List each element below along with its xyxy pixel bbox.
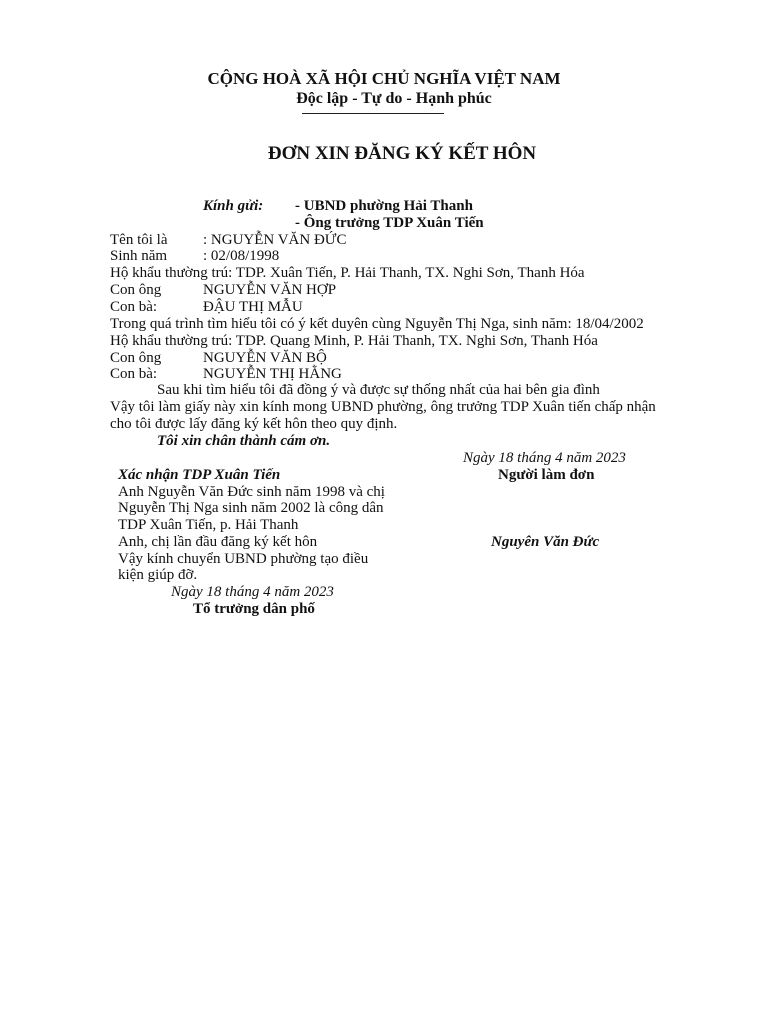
partner-mother-label: Con bà: xyxy=(110,366,158,382)
thanks-line: Tôi xin chân thành cám ơn. xyxy=(157,433,331,449)
applicant-birth-label: Sinh năm xyxy=(110,248,168,264)
applicant-residence: Hộ khẩu thường trú: TDP. Xuân Tiến, P. Hải Thanh, TX. Nghi Sơn, Thanh Hóa xyxy=(110,265,585,281)
confirmation-title: Xác nhận TDP Xuân Tiến xyxy=(118,467,281,483)
applicant-signature-name: Nguyên Văn Đức xyxy=(491,534,600,550)
partner-mother: NGUYỄN THỊ HẰNG xyxy=(203,366,342,382)
body-line-3: cho tôi được lấy đăng ký kết hôn theo quy định. xyxy=(110,416,398,432)
recipient-line-1: - UBND phường Hải Thanh xyxy=(295,198,473,214)
partner-intro: Trong quá trình tìm hiểu tôi có ý kết duyên cùng Nguyễn Thị Nga, sinh năm: 18/04/2002 xyxy=(110,316,644,332)
motto-heading: Độc lập - Tự do - Hạnh phúc xyxy=(296,90,492,107)
confirmation-line: Nguyễn Thị Nga sinh năm 2002 là công dân xyxy=(118,500,384,516)
document-title: ĐƠN XIN ĐĂNG KÝ KẾT HÔN xyxy=(267,143,537,164)
partner-residence: Hộ khẩu thường trú: TDP. Quang Minh, P. Hải Thanh, TX. Nghi Sơn, Thanh Hóa xyxy=(110,333,598,349)
confirmation-date: Ngày 18 tháng 4 năm 2023 xyxy=(171,584,334,600)
applicant-mother: ĐẬU THỊ MẪU xyxy=(203,299,303,315)
confirmation-signer: Tổ trưởng dân phố xyxy=(193,601,315,617)
confirmation-line: Anh Nguyễn Văn Đức sinh năm 1998 và chị xyxy=(118,484,385,500)
confirmation-line: Vậy kính chuyển UBND phường tạo điều xyxy=(118,551,369,567)
confirmation-line: TDP Xuân Tiến, p. Hải Thanh xyxy=(118,517,299,533)
country-heading: CỘNG HOÀ XÃ HỘI CHỦ NGHĨA VIỆT NAM xyxy=(207,69,561,88)
motto-underline xyxy=(302,113,444,114)
recipient-line-2: - Ông trưởng TDP Xuân Tiến xyxy=(295,215,484,231)
partner-father-label: Con ông xyxy=(110,350,162,366)
applicant-mother-label: Con bà: xyxy=(110,299,158,315)
body-line-1: Sau khi tìm hiểu tôi đã đồng ý và được sự thống nhất của hai bên gia đình xyxy=(157,382,600,398)
body-line-2: Vậy tôi làm giấy này xin kính mong UBND phường, ông trưởng TDP Xuân tiến chấp nhận xyxy=(110,399,656,415)
applicant-date: Ngày 18 tháng 4 năm 2023 xyxy=(463,450,626,466)
applicant-name-label: Tên tôi là xyxy=(110,232,168,248)
applicant-birth: : 02/08/1998 xyxy=(203,248,280,264)
applicant-father-label: Con ông xyxy=(110,282,162,298)
confirmation-line: Anh, chị lần đầu đăng ký kết hôn xyxy=(118,534,318,550)
applicant-name: : NGUYỄN VĂN ĐỨC xyxy=(203,232,347,248)
partner-father: NGUYỄN VĂN BỘ xyxy=(203,350,327,366)
applicant-role: Người làm đơn xyxy=(498,467,595,483)
confirmation-line: kiện giúp đỡ. xyxy=(118,567,198,583)
applicant-father: NGUYỄN VĂN HỢP xyxy=(203,282,337,298)
recipient-label: Kính gửi: xyxy=(203,198,264,214)
